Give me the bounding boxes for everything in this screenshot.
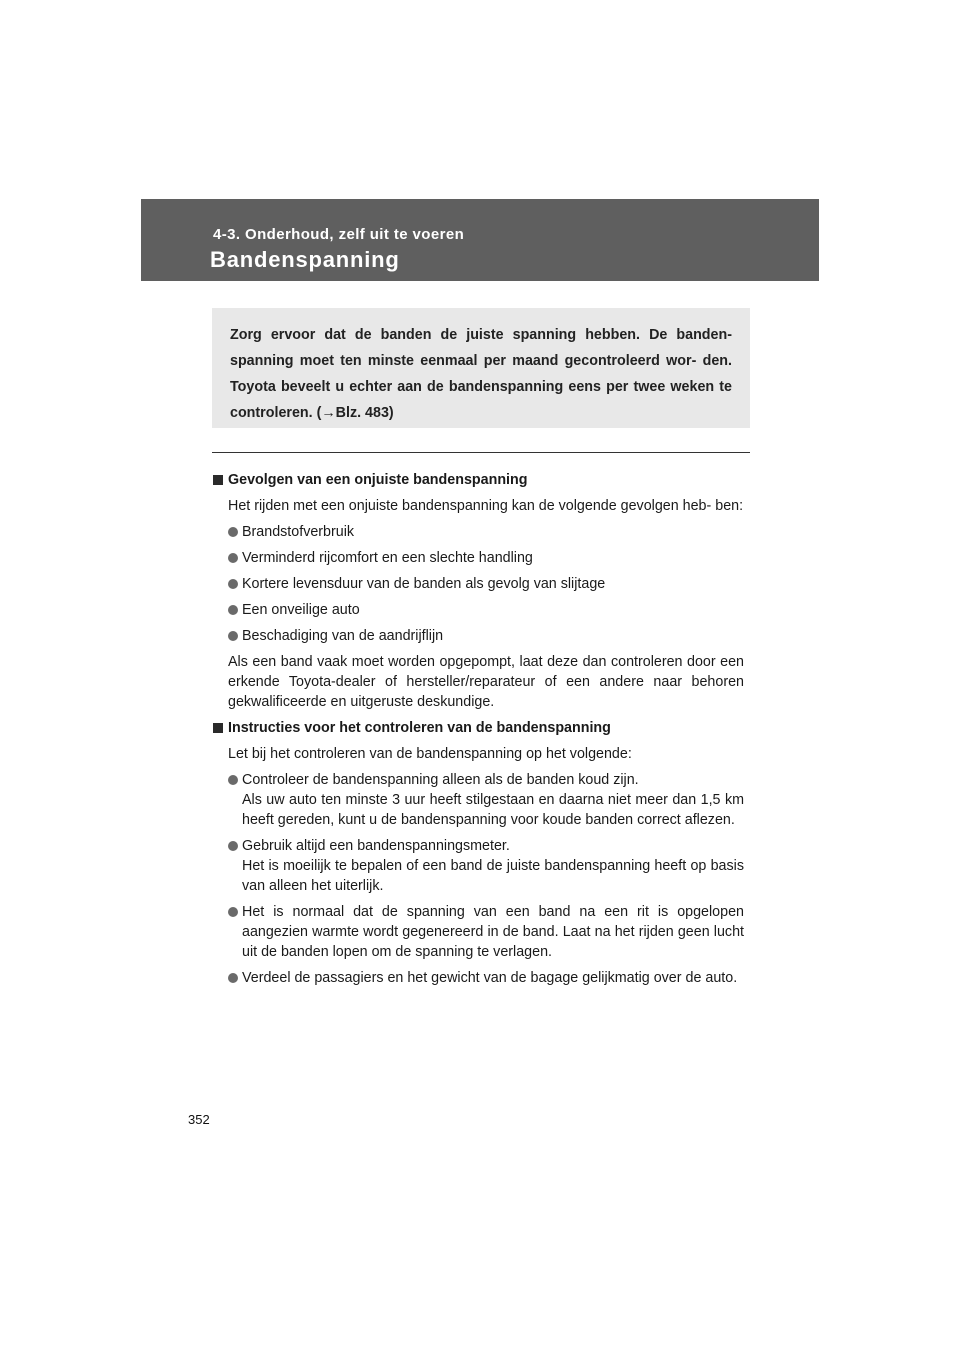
- divider: [212, 452, 750, 453]
- list-item: Gebruik altijd een bandenspanningsmeter. Het is moeilijk te bepalen of een band de juiste bandenspanning heeft op basis van alleen het uiterlijk.: [212, 836, 744, 896]
- list-item: Brandstofverbruik: [212, 522, 744, 542]
- chapter-header: [141, 199, 819, 281]
- bullet-dot-icon: [228, 527, 238, 537]
- list-item: Het is normaal dat de spanning van een band na een rit is opgelopen aangezien warmte wordt gegenereerd in de band. Laat na het rijden geen lucht uit de banden lopen om de spanning te verlagen.: [212, 902, 744, 962]
- intro-box: [212, 308, 750, 428]
- list-item: Verminderd rijcomfort en een slechte handling: [212, 548, 744, 568]
- list-item: Verdeel de passagiers en het gewicht van de bagage gelijkmatig over de auto.: [212, 968, 744, 988]
- list-item: Kortere levensduur van de banden als gevolg van slijtage: [212, 574, 744, 594]
- page-title: Bandenspanning: [210, 247, 400, 272]
- bullet-dot-icon: [228, 973, 238, 983]
- bullet-dot-icon: [228, 907, 238, 917]
- bullet-dot-icon: [228, 841, 238, 851]
- paragraph: Als een band vaak moet worden opgepompt, laat deze dan controleren door een erkende Toyota-dealer of hersteller/reparateur of een andere naar behoren gekwalificeerde en uitgeruste deskundige.: [228, 654, 744, 710]
- intro-text: Zorg ervoor dat de banden de juiste spanning hebben. De banden- spanning moet ten minste eenmaal per maand gecontroleerd wor- den. Toyota beveelt u echter aan de bandenspanning eens per twee weken te controleren. (→Blz. 483): [230, 327, 732, 421]
- section-heading: Gevolgen van een onjuiste bandenspanning: [212, 470, 744, 490]
- square-bullet-icon: [213, 475, 223, 485]
- section-heading: Instructies voor het controleren van de bandenspanning: [212, 718, 744, 738]
- page-number: 352: [188, 1112, 210, 1127]
- list-item: Beschadiging van de aandrijflijn: [212, 626, 744, 646]
- list-item: Controleer de bandenspanning alleen als de banden koud zijn. Als uw auto ten minste 3 uur heeft stilgestaan en daarna niet meer dan 1,5 km heeft gereden, kunt u de bandenspanning voor koude banden correct aflezen.: [212, 770, 744, 830]
- bullet-dot-icon: [228, 553, 238, 563]
- list-item: Een onveilige auto: [212, 600, 744, 620]
- bullet-dot-icon: [228, 605, 238, 615]
- bullet-dot-icon: [228, 631, 238, 641]
- paragraph: Let bij het controleren van de bandenspanning op het volgende:: [228, 746, 632, 762]
- main-content: [212, 470, 744, 988]
- bullet-dot-icon: [228, 579, 238, 589]
- section-label: 4-3. Onderhoud, zelf uit te voeren: [213, 226, 465, 243]
- paragraph: Het rijden met een onjuiste bandenspanning kan de volgende gevolgen heb- ben:: [228, 498, 744, 514]
- bullet-dot-icon: [228, 775, 238, 785]
- square-bullet-icon: [213, 723, 223, 733]
